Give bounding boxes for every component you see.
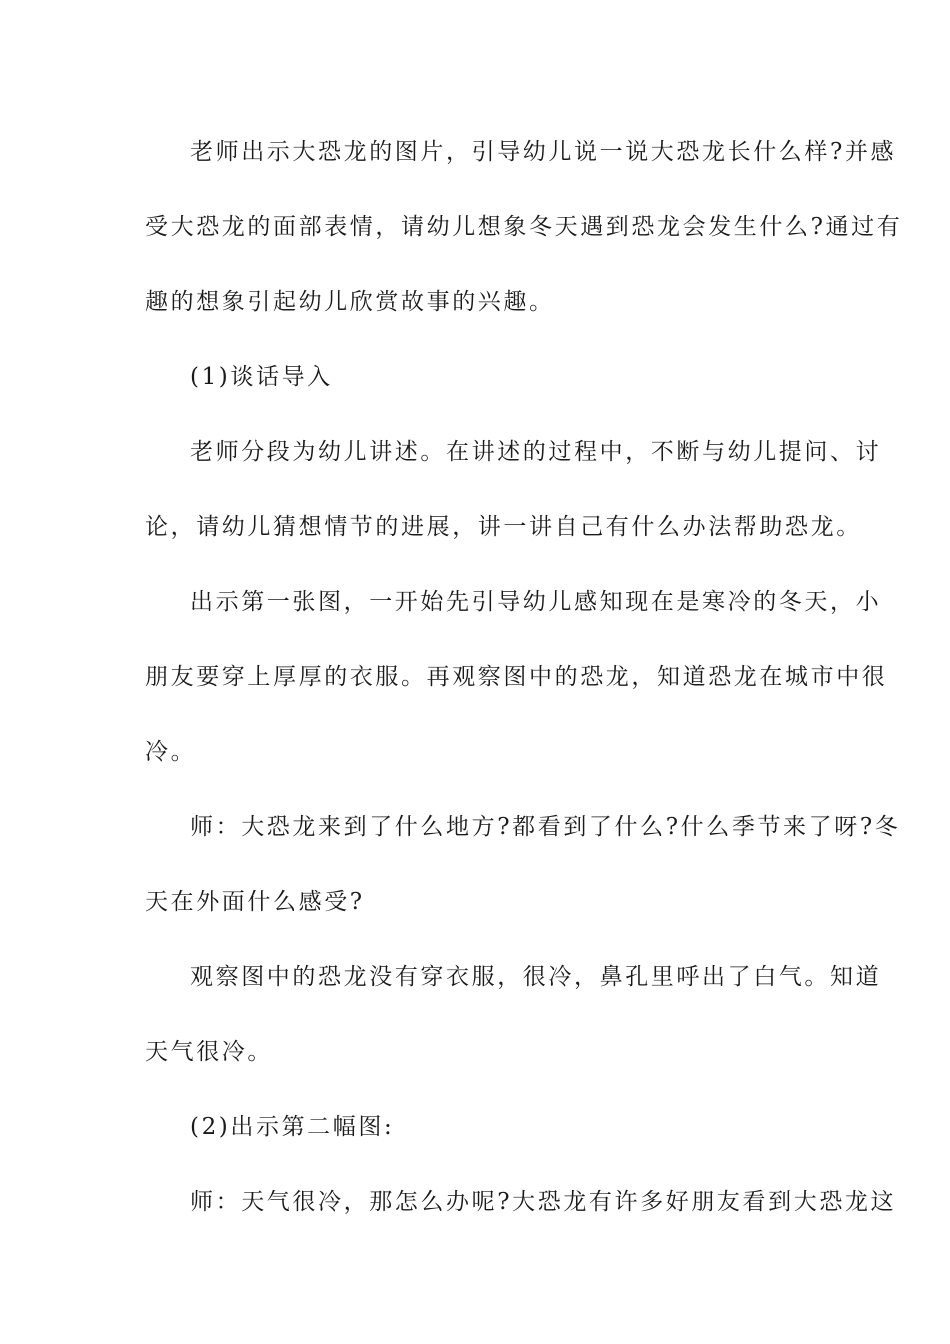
paragraph-line: 师：天气很冷，那怎么办呢?大恐龙有许多好朋友看到大恐龙这 (190, 1189, 897, 1215)
section-heading: (2)出示第二幅图: (190, 1114, 395, 1140)
section-heading: (1)谈话导入 (190, 364, 333, 390)
paragraph-line: 论，请幼儿猜想情节的进展，讲一讲自己有什么办法帮助恐龙。 (145, 514, 862, 540)
paragraph-line: 受大恐龙的面部表情，请幼儿想象冬天遇到恐龙会发生什么?通过有 (145, 214, 903, 240)
paragraph-line: 天气很冷。 (145, 1039, 273, 1065)
paragraph-line: 出示第一张图，一开始先引导幼儿感知现在是寒冷的冬天，小 (190, 589, 882, 615)
paragraph-line: 老师分段为幼儿讲述。在讲述的过程中，不断与幼儿提问、讨 (190, 439, 882, 465)
paragraph-line: 观察图中的恐龙没有穿衣服，很冷，鼻孔里呼出了白气。知道 (190, 964, 882, 990)
paragraph-line: 老师出示大恐龙的图片，引导幼儿说一说大恐龙长什么样?并感 (190, 139, 897, 165)
paragraph-line: 朋友要穿上厚厚的衣服。再观察图中的恐龙，知道恐龙在城市中很 (145, 664, 888, 690)
paragraph-line: 冷。 (145, 739, 197, 765)
paragraph-line: 天在外面什么感受? (145, 889, 365, 915)
paragraph-line: 师：大恐龙来到了什么地方?都看到了什么?什么季节来了呀?冬 (190, 814, 901, 840)
paragraph-line: 趣的想象引起幼儿欣赏故事的兴趣。 (145, 289, 555, 315)
